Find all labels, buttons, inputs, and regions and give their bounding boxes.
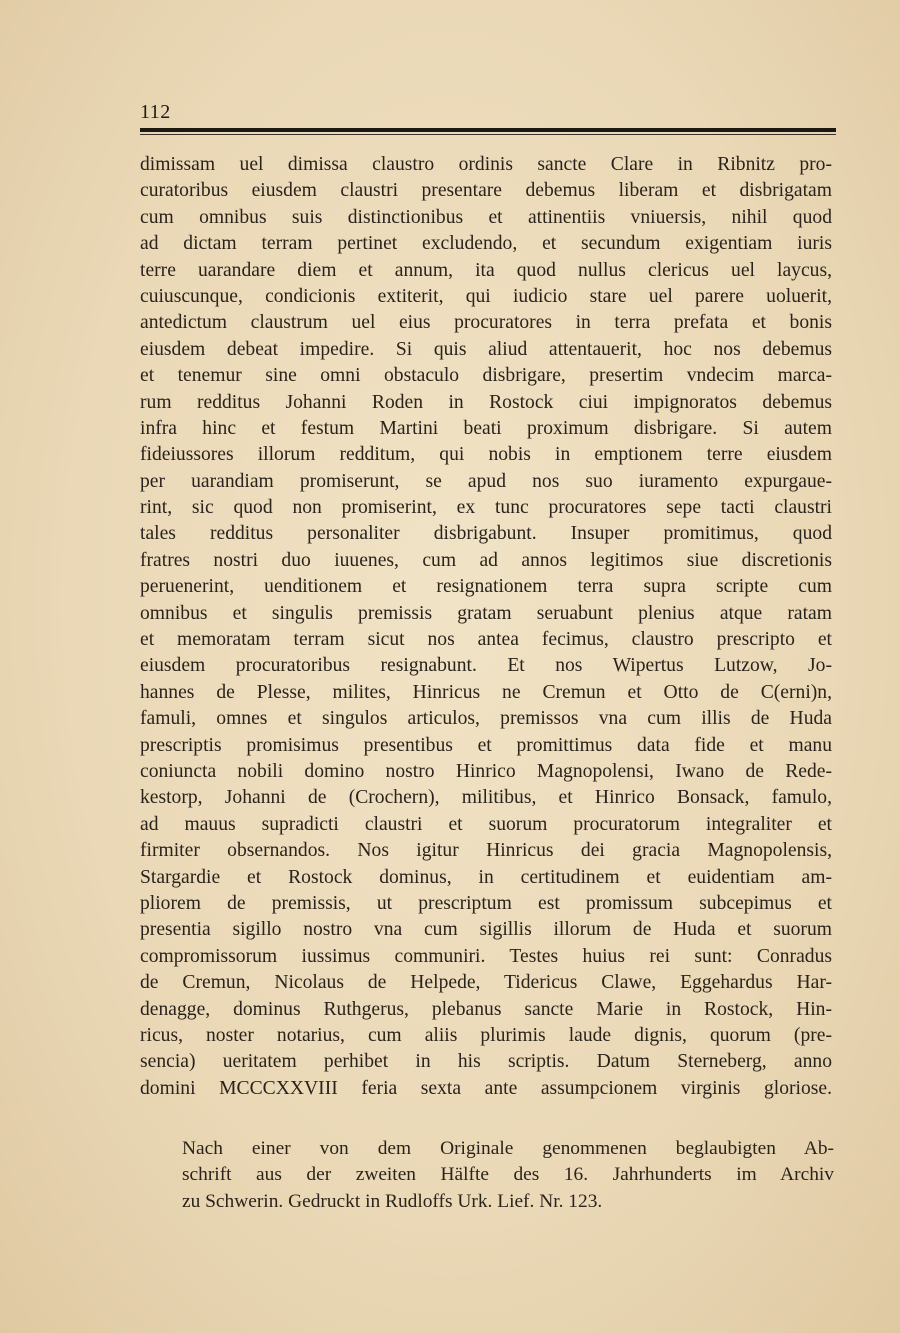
text-line: coniuncta nobili domino nostro Hinrico Magnopolensi, Iwano de Rede-: [140, 760, 832, 782]
text-line: dimissam uel dimissa claustro ordinis sancte Clare in Ribnitz pro-: [140, 154, 832, 175]
text-line: kestorp, Johanni de (Crochern), militibus, et Hinrico Bonsack, famulo,: [140, 787, 832, 809]
text-line: pliorem de premissis, ut prescriptum est promissum subcepimus et: [140, 892, 832, 914]
text-line: et tenemur sine omni obstaculo disbrigare, presertim vndecim marca-: [140, 365, 832, 387]
text-line: antedictum claustrum uel eius procuratores in terra prefata et bonis: [140, 312, 832, 334]
text-line: omnibus et singulis premissis gratam seruabunt plenius atque ratam: [140, 602, 832, 624]
text-line: per uarandiam promiserunt, se apud nos suo iuramento expurgaue-: [140, 470, 832, 492]
text-line: denagge, dominus Ruthgerus, plebanus sancte Marie in Rostock, Hin-: [140, 998, 832, 1020]
text-line: ricus, noster notarius, cum aliis plurimis laude dignis, quorum (pre-: [140, 1024, 832, 1046]
text-line: infra hinc et festum Martini beati proximum disbrigare. Si autem: [140, 417, 832, 439]
text-line: sencia) ueritatem perhibet in his scriptis. Datum Sterneberg, anno: [140, 1051, 832, 1073]
text-line: famuli, omnes et singulos articulos, premissos vna cum illis de Huda: [140, 708, 832, 730]
text-line: peruenerint, uenditionem et resignationem terra supra scripte cum: [140, 576, 832, 598]
text-line: de Cremun, Nicolaus de Helpede, Tidericus Clawe, Eggehardus Har-: [140, 972, 832, 994]
header-rule-thin: [140, 134, 836, 135]
note-line: Nach einer von dem Originale genommenen beglaubigten Ab-: [182, 1138, 834, 1159]
text-line: et memoratam terram sicut nos antea fecimus, claustro prescripto et: [140, 629, 832, 651]
page-number: 112: [140, 101, 171, 123]
text-line: cuiuscunque, condicionis extiterit, qui iudicio stare uel parere uoluerit,: [140, 285, 832, 307]
text-line: tales redditus personaliter disbrigabunt. Insuper promitimus, quod: [140, 523, 832, 545]
text-line: eiusdem debeat impedire. Si quis aliud attentauerit, hoc nos debemus: [140, 338, 832, 360]
text-line: domini MCCCXXVIII feria sexta ante assumpcionem virginis gloriose.: [140, 1077, 832, 1099]
source-note: [182, 1136, 834, 1215]
main-text-block: [140, 152, 832, 1102]
text-line: rum redditus Johanni Roden in Rostock ciui impignoratos debemus: [140, 391, 832, 413]
text-line: presentia sigillo nostro vna cum sigillis illorum de Huda et suorum: [140, 919, 832, 941]
text-line: ad dictam terram pertinet excludendo, et secundum exigentiam iuris: [140, 233, 832, 255]
text-line: rint, sic quod non promiserint, ex tunc procuratores sepe tacti claustri: [140, 497, 832, 519]
text-line: fideiussores illorum redditum, qui nobis in emptionem terre eiusdem: [140, 444, 832, 466]
text-line: eiusdem procuratoribus resignabunt. Et nos Wipertus Lutzow, Jo-: [140, 655, 832, 677]
note-line: zu Schwerin. Gedruckt in Rudloffs Urk. Lief. Nr. 123.: [182, 1190, 603, 1212]
text-line: ad mauus supradicti claustri et suorum procuratorum integraliter et: [140, 813, 832, 835]
note-line: schrift aus der zweiten Hälfte des 16. Jahrhunderts im Archiv: [182, 1164, 834, 1186]
text-line: compromissorum iussimus communiri. Testes huius rei sunt: Conradus: [140, 945, 832, 967]
text-line: terre uarandare diem et annum, ita quod nullus clericus uel laycus,: [140, 259, 832, 281]
text-line: prescriptis promisimus presentibus et promittimus data fide et manu: [140, 734, 832, 756]
text-line: fratres nostri duo iuuenes, cum ad annos legitimos siue discretionis: [140, 549, 832, 571]
text-line: curatoribus eiusdem claustri presentare debemus liberam et disbrigatam: [140, 180, 832, 202]
text-line: cum omnibus suis distinctionibus et attinentiis vniuersis, nihil quod: [140, 206, 832, 228]
text-line: firmiter obsernandos. Nos igitur Hinricus dei gracia Magnopolensis,: [140, 840, 832, 862]
header-rule-thick: [140, 128, 836, 132]
text-line: hannes de Plesse, milites, Hinricus ne Cremun et Otto de C(erni)n,: [140, 681, 832, 703]
text-line: Stargardie et Rostock dominus, in certitudinem et euidentiam am-: [140, 866, 832, 888]
